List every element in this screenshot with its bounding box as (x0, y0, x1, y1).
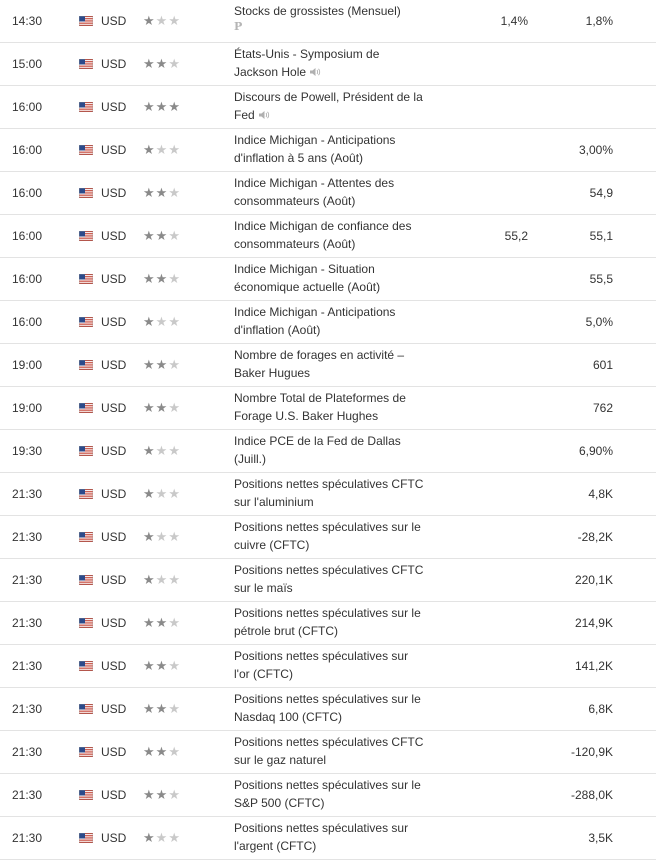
previous-value (620, 817, 650, 859)
forecast-value: 4,8K (588, 487, 613, 501)
star-empty-icon: ★ (168, 13, 181, 28)
importance-stars (143, 688, 195, 730)
previous-value (620, 774, 650, 816)
star-empty-icon: ★ (168, 185, 181, 200)
star-empty-icon: ★ (168, 486, 181, 501)
actual-value (440, 301, 528, 343)
star-empty-icon: ★ (168, 400, 181, 415)
importance-stars (143, 344, 195, 386)
us-flag-icon (79, 188, 93, 198)
us-flag-icon (79, 704, 93, 714)
star-empty-icon: ★ (155, 142, 169, 157)
star-filled-icon: ★ (155, 615, 169, 630)
previous-value (620, 258, 650, 300)
event-time: 19:00 (12, 401, 43, 415)
currency-code: USD (101, 530, 127, 544)
star-empty-icon: ★ (168, 56, 181, 71)
previous-value (620, 430, 650, 472)
calendar-row[interactable] (0, 301, 656, 344)
star-empty-icon: ★ (168, 744, 181, 759)
previous-value (620, 602, 650, 644)
event-name[interactable]: Positions nettes spéculatives sur l'argent (CFTC) (234, 821, 409, 853)
importance-stars (143, 602, 195, 644)
star-empty-icon: ★ (168, 314, 181, 329)
forecast-value: 762 (592, 401, 613, 415)
event-title[interactable] (234, 260, 424, 296)
event-title[interactable] (234, 604, 424, 640)
event-name[interactable]: Indice Michigan - Attentes des consommateurs (Août) (234, 176, 395, 208)
currency-code: USD (101, 745, 127, 759)
us-flag-icon (79, 532, 93, 542)
calendar-row[interactable] (0, 731, 656, 774)
us-flag-icon (79, 489, 93, 499)
previous-value (620, 172, 650, 214)
event-name[interactable]: Indice Michigan de confiance des consommateurs (Août) (234, 219, 412, 251)
previous-value (620, 0, 650, 42)
currency-code: USD (101, 573, 127, 587)
currency-code: USD (101, 315, 127, 329)
star-empty-icon: ★ (168, 701, 181, 716)
importance-stars (143, 172, 195, 214)
us-flag-icon (79, 102, 93, 112)
forecast-value: 1,8% (585, 14, 613, 28)
actual-value (440, 817, 528, 859)
actual-value (440, 172, 528, 214)
currency-code: USD (101, 57, 127, 71)
currency-code: USD (101, 229, 127, 243)
star-filled-icon: ★ (143, 529, 156, 544)
event-time: 21:30 (12, 745, 43, 759)
forecast-value: 601 (592, 358, 613, 372)
currency-code: USD (101, 358, 127, 372)
previous-value (620, 645, 650, 687)
previous-value (620, 43, 650, 85)
forecast-value: 3,00% (578, 143, 613, 157)
event-title[interactable] (234, 174, 424, 210)
currency-code: USD (101, 659, 127, 673)
event-name[interactable]: Positions nettes spéculatives CFTC sur le maïs (234, 563, 424, 595)
actual-value (440, 387, 528, 429)
forecast-value: 6,90% (578, 444, 613, 458)
event-time: 16:00 (12, 100, 43, 114)
star-empty-icon: ★ (155, 314, 169, 329)
event-name[interactable]: Indice Michigan - Anticipations d'inflation à 5 ans (Août) (234, 133, 396, 165)
forecast-value: -120,9K (570, 745, 613, 759)
event-time: 16:00 (12, 186, 43, 200)
event-title[interactable] (234, 88, 424, 125)
forecast-value: 220,1K (574, 573, 613, 587)
speaker-icon[interactable] (259, 107, 270, 125)
currency-code: USD (101, 616, 127, 630)
forecast-value: 55,1 (589, 229, 613, 243)
star-filled-icon: ★ (143, 486, 156, 501)
forecast-value: -288,0K (570, 788, 613, 802)
event-name[interactable]: Nombre Total de Plateformes de Forage U.S. Baker Hughes (234, 391, 406, 423)
event-time: 21:30 (12, 702, 43, 716)
event-title[interactable] (234, 776, 424, 812)
currency-code: USD (101, 487, 127, 501)
event-name[interactable]: Positions nettes spéculatives sur le Nasdaq 100 (CFTC) (234, 692, 421, 724)
event-time: 16:00 (12, 272, 43, 286)
importance-stars (143, 258, 195, 300)
event-name[interactable]: Positions nettes spéculatives sur le cuivre (CFTC) (234, 520, 421, 552)
star-filled-icon: ★ (143, 271, 156, 286)
star-filled-icon: ★ (143, 615, 156, 630)
us-flag-icon (79, 790, 93, 800)
event-name[interactable]: Nombre de forages en activité – Baker Hugues (234, 348, 405, 380)
previous-value (620, 731, 650, 773)
importance-stars (143, 43, 195, 85)
previous-value (620, 86, 650, 128)
event-name[interactable]: Discours de Powell, Président de la Fed (234, 90, 423, 122)
us-flag-icon (79, 575, 93, 585)
importance-stars (143, 301, 195, 343)
event-name[interactable]: Positions nettes spéculatives CFTC sur l'aluminium (234, 477, 424, 509)
star-empty-icon: ★ (168, 529, 181, 544)
actual-value (440, 86, 528, 128)
star-empty-icon: ★ (168, 142, 181, 157)
importance-stars (143, 516, 195, 558)
currency-code: USD (101, 100, 127, 114)
event-name[interactable]: Positions nettes spéculatives sur le S&P 500 (CFTC) (234, 778, 421, 810)
forecast-value: 54,9 (589, 186, 613, 200)
actual-value (440, 344, 528, 386)
star-filled-icon: ★ (155, 56, 169, 71)
previous-value (620, 301, 650, 343)
forecast-value (540, 43, 613, 85)
previous-value (620, 473, 650, 515)
star-filled-icon: ★ (143, 658, 156, 673)
calendar-row[interactable] (0, 387, 656, 430)
calendar-row[interactable] (0, 0, 656, 43)
us-flag-icon (79, 59, 93, 69)
actual-value (440, 602, 528, 644)
event-name[interactable]: Positions nettes spéculatives sur l'or (CFTC) (234, 649, 409, 681)
importance-stars (143, 559, 195, 601)
us-flag-icon (79, 661, 93, 671)
star-filled-icon: ★ (143, 142, 156, 157)
event-title[interactable] (234, 819, 424, 855)
event-time: 19:00 (12, 358, 43, 372)
event-time: 16:00 (12, 143, 43, 157)
star-empty-icon: ★ (168, 658, 181, 673)
actual-value (440, 559, 528, 601)
event-title[interactable] (234, 518, 424, 554)
star-empty-icon: ★ (155, 486, 169, 501)
speaker-icon[interactable] (310, 64, 321, 82)
event-name[interactable]: Indice PCE de la Fed de Dallas (Juill.) (234, 434, 401, 466)
currency-code: USD (101, 186, 127, 200)
event-name[interactable]: Indice Michigan - Anticipations d'inflation (Août) (234, 305, 396, 337)
star-empty-icon: ★ (168, 228, 181, 243)
forecast-value (540, 86, 613, 128)
us-flag-icon (79, 16, 93, 26)
forecast-value: 214,9K (574, 616, 613, 630)
star-empty-icon: ★ (168, 271, 181, 286)
star-filled-icon: ★ (168, 99, 181, 114)
star-empty-icon: ★ (168, 830, 181, 845)
star-filled-icon: ★ (143, 314, 156, 329)
event-name[interactable]: Stocks de grossistes (Mensuel) (234, 4, 401, 18)
star-filled-icon: ★ (143, 13, 156, 28)
star-empty-icon: ★ (168, 615, 181, 630)
event-time: 16:00 (12, 229, 43, 243)
event-title[interactable] (234, 690, 424, 726)
star-filled-icon: ★ (143, 701, 156, 716)
actual-value (440, 774, 528, 816)
star-filled-icon: ★ (143, 185, 156, 200)
actual-value: 1,4% (500, 14, 528, 28)
forecast-value: 5,0% (585, 315, 613, 329)
importance-stars (143, 774, 195, 816)
event-title[interactable] (234, 2, 424, 34)
us-flag-icon (79, 446, 93, 456)
star-empty-icon: ★ (155, 830, 169, 845)
calendar-row[interactable] (0, 129, 656, 172)
us-flag-icon (79, 403, 93, 413)
actual-value (440, 731, 528, 773)
star-filled-icon: ★ (143, 744, 156, 759)
currency-code: USD (101, 702, 127, 716)
calendar-row[interactable] (0, 430, 656, 473)
star-filled-icon: ★ (143, 99, 156, 114)
actual-value (440, 688, 528, 730)
importance-stars (143, 473, 195, 515)
star-filled-icon: ★ (155, 658, 169, 673)
event-name[interactable]: Positions nettes spéculatives CFTC sur le gaz naturel (234, 735, 424, 767)
star-filled-icon: ★ (143, 56, 156, 71)
event-title[interactable] (234, 131, 424, 167)
importance-stars (143, 129, 195, 171)
event-time: 21:30 (12, 487, 43, 501)
importance-stars (143, 731, 195, 773)
actual-value (440, 473, 528, 515)
forecast-value: -28,2K (577, 530, 613, 544)
event-time: 15:00 (12, 57, 43, 71)
currency-code: USD (101, 831, 127, 845)
star-empty-icon: ★ (155, 13, 169, 28)
event-title[interactable] (234, 389, 424, 425)
event-title[interactable] (234, 561, 424, 597)
calendar-row[interactable] (0, 344, 656, 387)
forecast-value: 55,5 (589, 272, 613, 286)
star-empty-icon: ★ (168, 357, 181, 372)
star-filled-icon: ★ (155, 744, 169, 759)
calendar-row[interactable] (0, 602, 656, 645)
star-filled-icon: ★ (155, 357, 169, 372)
calendar-row[interactable] (0, 43, 656, 86)
event-time: 16:00 (12, 315, 43, 329)
previous-value (620, 387, 650, 429)
actual-value (440, 43, 528, 85)
star-filled-icon: ★ (155, 228, 169, 243)
calendar-row[interactable] (0, 645, 656, 688)
event-title[interactable] (234, 303, 424, 339)
star-filled-icon: ★ (155, 271, 169, 286)
star-filled-icon: ★ (155, 400, 169, 415)
previous-value (620, 129, 650, 171)
star-filled-icon: ★ (143, 443, 156, 458)
calendar-row[interactable] (0, 516, 656, 559)
importance-stars (143, 0, 195, 42)
event-title[interactable] (234, 45, 424, 82)
star-filled-icon: ★ (155, 99, 169, 114)
preliminary-icon: P (234, 20, 243, 33)
calendar-row[interactable] (0, 774, 656, 817)
forecast-value: 3,5K (588, 831, 613, 845)
importance-stars (143, 430, 195, 472)
us-flag-icon (79, 833, 93, 843)
event-title[interactable] (234, 346, 424, 382)
event-time: 19:30 (12, 444, 43, 458)
calendar-row[interactable] (0, 258, 656, 301)
event-title[interactable] (234, 217, 424, 253)
actual-value (440, 645, 528, 687)
currency-code: USD (101, 14, 127, 28)
star-filled-icon: ★ (143, 357, 156, 372)
event-title[interactable] (234, 647, 424, 683)
forecast-value: 141,2K (574, 659, 613, 673)
event-time: 21:30 (12, 616, 43, 630)
star-empty-icon: ★ (168, 572, 181, 587)
calendar-row[interactable] (0, 172, 656, 215)
us-flag-icon (79, 360, 93, 370)
event-time: 21:30 (12, 788, 43, 802)
star-filled-icon: ★ (143, 400, 156, 415)
currency-code: USD (101, 788, 127, 802)
us-flag-icon (79, 274, 93, 284)
star-filled-icon: ★ (155, 787, 169, 802)
star-filled-icon: ★ (143, 228, 156, 243)
star-filled-icon: ★ (155, 185, 169, 200)
event-time: 21:30 (12, 573, 43, 587)
us-flag-icon (79, 231, 93, 241)
star-empty-icon: ★ (155, 529, 169, 544)
forecast-value: 6,8K (588, 702, 613, 716)
event-title[interactable] (234, 733, 424, 769)
calendar-row[interactable] (0, 86, 656, 129)
star-filled-icon: ★ (143, 787, 156, 802)
star-filled-icon: ★ (155, 701, 169, 716)
calendar-row[interactable] (0, 688, 656, 731)
us-flag-icon (79, 317, 93, 327)
actual-value (440, 258, 528, 300)
event-time: 21:30 (12, 530, 43, 544)
importance-stars (143, 215, 195, 257)
actual-value (440, 129, 528, 171)
star-empty-icon: ★ (155, 572, 169, 587)
event-name[interactable]: Indice Michigan - Situation économique actuelle (Août) (234, 262, 381, 294)
currency-code: USD (101, 143, 127, 157)
us-flag-icon (79, 145, 93, 155)
calendar-row[interactable] (0, 559, 656, 602)
calendar-row[interactable] (0, 473, 656, 516)
currency-code: USD (101, 272, 127, 286)
calendar-row[interactable] (0, 215, 656, 258)
actual-value (440, 516, 528, 558)
calendar-row[interactable] (0, 817, 656, 860)
currency-code: USD (101, 444, 127, 458)
importance-stars (143, 86, 195, 128)
currency-code: USD (101, 401, 127, 415)
importance-stars (143, 817, 195, 859)
previous-value (620, 688, 650, 730)
event-time: 21:30 (12, 659, 43, 673)
importance-stars (143, 387, 195, 429)
star-filled-icon: ★ (143, 572, 156, 587)
event-time: 14:30 (12, 14, 43, 28)
us-flag-icon (79, 618, 93, 628)
star-empty-icon: ★ (168, 443, 181, 458)
star-filled-icon: ★ (143, 830, 156, 845)
event-time: 21:30 (12, 831, 43, 845)
us-flag-icon (79, 747, 93, 757)
previous-value (620, 344, 650, 386)
previous-value (620, 215, 650, 257)
event-name[interactable]: Positions nettes spéculatives sur le pétrole brut (CFTC) (234, 606, 421, 638)
star-empty-icon: ★ (168, 787, 181, 802)
actual-value (440, 430, 528, 472)
importance-stars (143, 645, 195, 687)
previous-value (620, 516, 650, 558)
event-title[interactable] (234, 475, 424, 511)
previous-value (620, 559, 650, 601)
event-title[interactable] (234, 432, 424, 468)
event-name[interactable]: États-Unis - Symposium de Jackson Hole (234, 47, 380, 79)
actual-value: 55,2 (504, 229, 528, 243)
star-empty-icon: ★ (155, 443, 169, 458)
